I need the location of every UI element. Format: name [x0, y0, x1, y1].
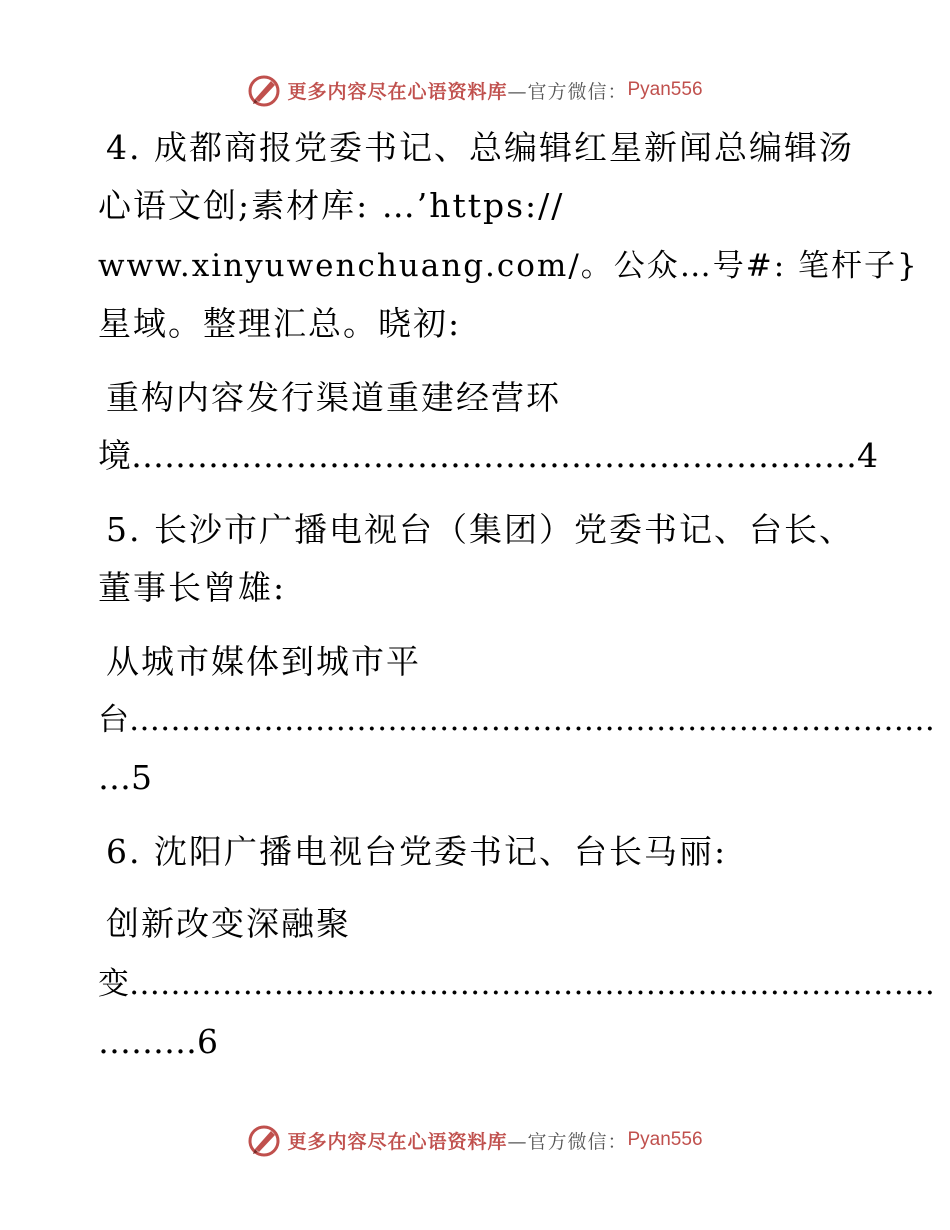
toc-line: 4. 成都商报党委书记、总编辑红星新闻总编辑汤	[106, 128, 854, 167]
toc-line: 创新改变深融聚	[106, 904, 351, 943]
pen-logo-icon	[247, 1123, 281, 1157]
toc-line: …5	[98, 758, 152, 797]
toc-line: 星域。整理汇总。晓初:	[98, 304, 462, 343]
header-banner	[0, 70, 950, 110]
toc-line: 台……………………………………………………………………	[98, 702, 935, 738]
toc-line: 重构内容发行渠道重建经营环	[106, 378, 561, 417]
toc-line: 6. 沈阳广播电视台党委书记、台长马丽:	[106, 832, 728, 871]
banner-separator: —官方微信：	[507, 80, 628, 103]
toc-line: 从城市媒体到城市平	[106, 642, 421, 681]
toc-line: 境…………………………………………………………4	[98, 436, 878, 475]
toc-line: 董事长曾雄:	[98, 568, 287, 607]
pen-logo-icon	[247, 73, 281, 107]
footer-banner	[0, 1120, 950, 1160]
toc-line: www.xinyuwenchuang.com/。公众…号#: 笔杆子}	[98, 248, 919, 284]
banner-title: 更多内容尽在心语资料库	[287, 80, 508, 103]
banner-wechat-id: Pyan556	[627, 79, 703, 100]
banner-wechat-id: Pyan556	[627, 1129, 703, 1150]
toc-line: 5. 长沙市广播电视台（集团）党委书记、台长、	[106, 510, 854, 549]
toc-line: 心语文创;素材库: …’https://	[98, 186, 565, 225]
toc-line: ………6	[98, 1022, 218, 1061]
toc-line: 变……………………………………………………………………	[98, 966, 935, 1002]
banner-title: 更多内容尽在心语资料库	[287, 1130, 508, 1153]
banner-separator: —官方微信：	[507, 1130, 628, 1153]
